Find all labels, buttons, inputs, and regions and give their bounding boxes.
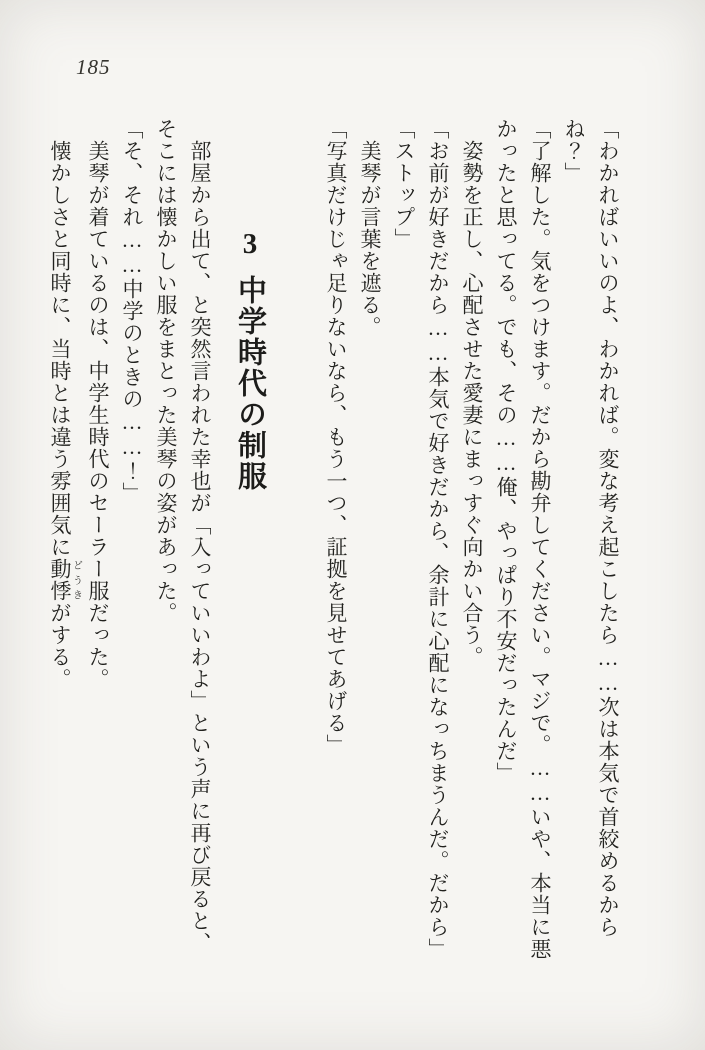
text-line: そこには懐かしい服をまとった美琴の姿があった。	[154, 118, 178, 624]
ruby-annotation	[48, 558, 82, 602]
chapter-heading	[229, 118, 271, 970]
text-line: 美琴が言葉を遮る。	[358, 140, 382, 338]
chapter-number: 3	[234, 228, 266, 262]
text-line: 美琴が着ているのは、中学生時代のセーラー服だった。	[86, 140, 110, 690]
ruby-base: 動悸	[48, 558, 72, 602]
text-line: 「写真だけじゃ足りないなら、もう一つ、証拠を見せてあげる」	[324, 118, 348, 756]
text-line: 「お前が好きだから……本気で好きだから、余計に心配になっちまうんだ。だから」	[426, 118, 450, 960]
text-line: 部屋から出て、と突然言われた幸也が「入っていいわよ」という声に再び戻ると、	[188, 140, 212, 954]
text-line: 「そ、それ……中学のときの……！」	[120, 118, 144, 504]
text-line-with-ruby	[43, 118, 81, 970]
text-line: 「ストップ」	[392, 118, 416, 250]
text-line: ね？」	[562, 118, 586, 184]
page-number: 185	[76, 55, 111, 79]
ruby-text: どうき	[70, 558, 82, 602]
text-line: かったと思ってる。でも、その……俺、やっぱり不安だったんだ」	[494, 118, 518, 784]
text-line: 「了解した。気をつけます。だから勘弁してください。マジで。……いや、本当に悪	[528, 118, 552, 960]
text-line: 姿勢を正し、心配させた愛妻にまっすぐ向かい合う。	[460, 140, 484, 668]
vertical-text-block	[43, 118, 625, 970]
chapter-title: 中学時代の制服	[234, 275, 266, 492]
text-segment: 懐かしさと同時に、当時とは違う雰囲気に	[48, 140, 72, 558]
text-segment: がする。	[48, 602, 72, 690]
text-line: 「わかればいいのよ、わかれば。変な考え起こしたら……次は本気で首絞めるから	[596, 118, 620, 938]
